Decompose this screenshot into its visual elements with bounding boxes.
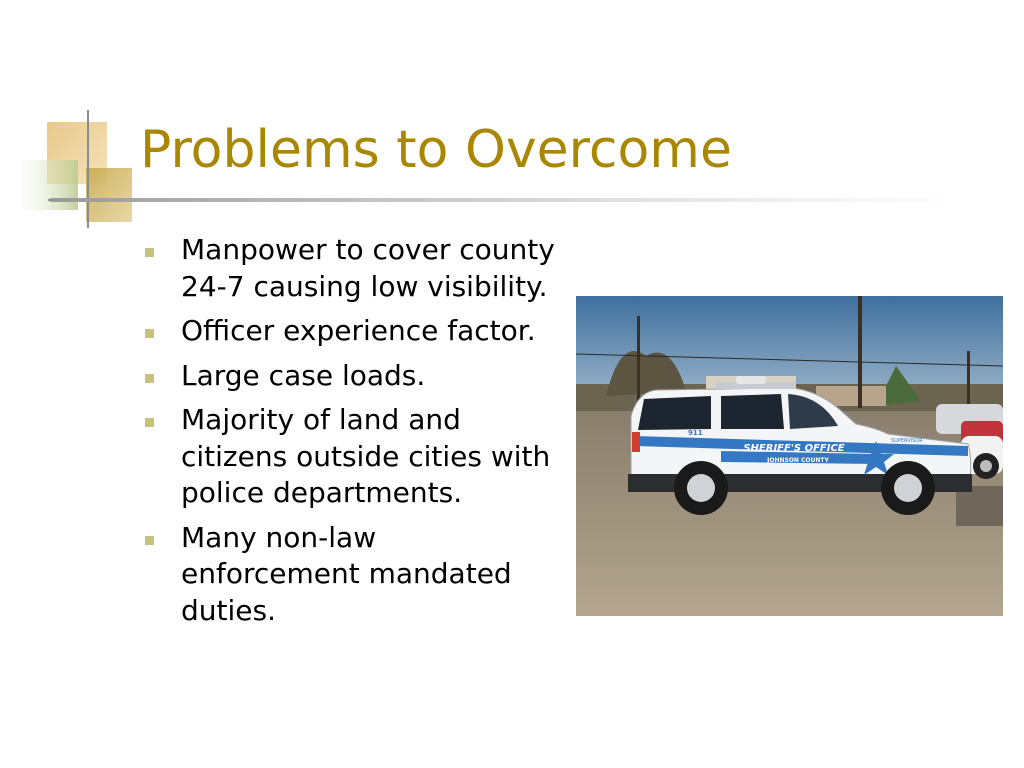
bullet-text: Manpower to cover county 24-7 causing low visibility. — [181, 233, 555, 303]
bullet-marker-icon — [145, 536, 154, 545]
bullet-text: Large case loads. — [181, 358, 426, 392]
decoration-squares — [0, 100, 140, 230]
bullet-marker-icon — [145, 329, 154, 338]
vehicle-unit-number: 911 — [688, 429, 703, 437]
vehicle-illustration — [576, 296, 1003, 616]
title-decoration — [0, 100, 140, 230]
bullet-marker-icon — [145, 374, 154, 383]
bullet-item — [143, 358, 563, 395]
sheriff-vehicle-photo — [576, 296, 1003, 616]
bullet-marker-icon — [145, 248, 154, 257]
bullet-item — [143, 402, 563, 512]
slide-title: Problems to Overcome — [140, 120, 732, 180]
bullet-marker-icon — [145, 418, 154, 427]
bullet-text: Majority of land and citizens outside cities with police departments. — [181, 403, 551, 509]
vehicle-county-text: JOHNSON COUNTY — [767, 457, 829, 464]
bullet-item — [143, 520, 563, 630]
bullet-list — [143, 232, 563, 637]
bullet-text: Officer experience factor. — [181, 314, 536, 347]
bullet-item — [143, 232, 563, 305]
bullet-item — [143, 313, 563, 350]
vehicle-rank-text: SUPERVISOR — [891, 438, 923, 444]
title-divider — [50, 198, 970, 202]
bullet-text: Many non-law enforcement mandated duties. — [181, 520, 512, 627]
vehicle-door-text: SHERIFF'S OFFICE — [743, 443, 845, 454]
